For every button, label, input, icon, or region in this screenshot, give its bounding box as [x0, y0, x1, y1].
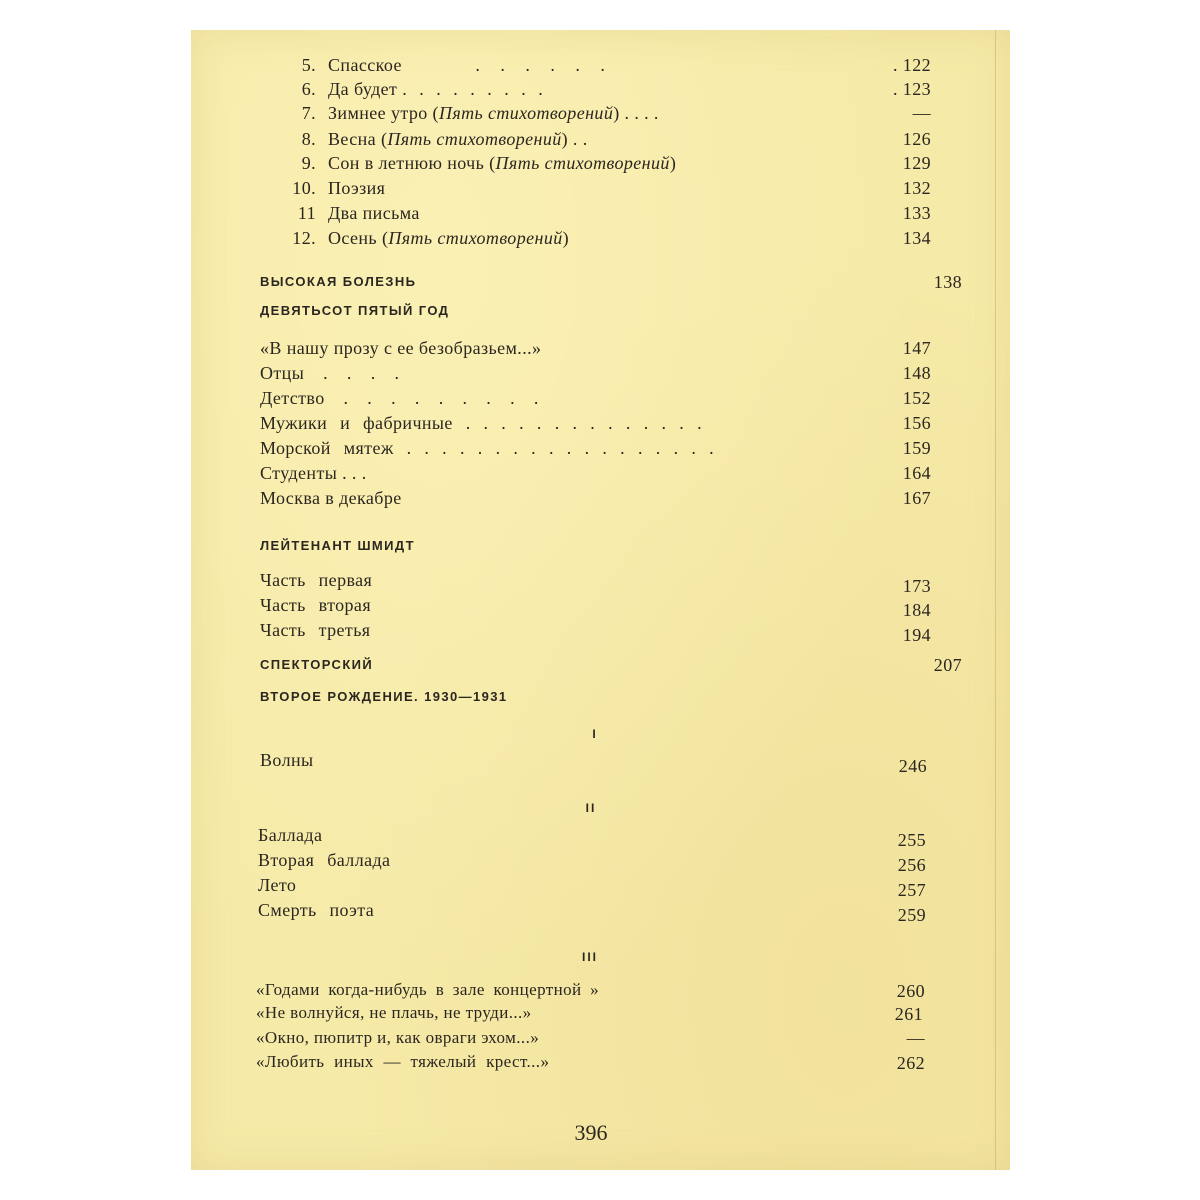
entry-page: 148	[902, 363, 931, 383]
toc-entry	[260, 567, 931, 596]
entry-page: 156	[902, 413, 931, 433]
entry-title: Часть первая	[260, 570, 373, 590]
toc-entry	[260, 747, 927, 776]
entry-title: «Годами когда-нибудь в зале концертной »	[256, 980, 600, 999]
toc-entry	[260, 617, 931, 643]
entry-number: 11	[297, 203, 316, 223]
entry-title-tail: )	[562, 228, 570, 248]
toc-entry	[260, 360, 931, 386]
entry-title-tail: )	[669, 153, 677, 173]
section-heading-label: СПЕКТОРСКИЙ	[260, 657, 374, 672]
entry-title: Отцы . . . .	[260, 363, 400, 383]
toc-entry	[256, 1049, 925, 1075]
entry-page: 257	[897, 880, 926, 900]
entry-title: Смерть поэта	[258, 900, 375, 920]
page-number: 396	[574, 1120, 608, 1145]
toc-entry	[258, 847, 926, 873]
entry-title: Два письма	[328, 203, 420, 223]
toc-entry	[260, 385, 931, 411]
section-heading	[260, 686, 962, 708]
toc-entry	[271, 175, 931, 201]
entry-page: 256	[897, 855, 926, 875]
entry-page: 255	[897, 830, 926, 850]
entry-page: 259	[897, 905, 926, 925]
entry-title: Лето	[258, 875, 297, 895]
entry-page: 260	[896, 981, 925, 1001]
toc-entry	[256, 1000, 923, 1026]
entry-subtitle: Пять стихотворений	[495, 153, 670, 173]
entry-title: Весна (	[328, 129, 388, 149]
entry-title: «Окно, пюпитр и, как овраги эхом...»	[256, 1028, 540, 1047]
entry-page: 167	[902, 488, 931, 508]
toc-entry	[260, 435, 931, 461]
entry-title-tail: ) . .	[561, 129, 588, 149]
entry-number: 9.	[301, 153, 316, 173]
section-heading-label: ЛЕЙТЕНАНТ ШМИДТ	[260, 538, 415, 553]
entry-page: 246	[898, 756, 927, 776]
entry-title: Осень (	[328, 228, 389, 248]
entry-page: 194	[902, 625, 931, 645]
section-heading-label: ДЕВЯТЬСОТ ПЯТЫЙ ГОД	[260, 303, 450, 318]
entry-page: 164	[902, 463, 931, 483]
toc-entry	[260, 592, 931, 618]
entry-page: 159	[902, 438, 931, 458]
entry-title: Спасское	[328, 55, 402, 75]
entry-title: Баллада	[258, 825, 323, 845]
entry-page: 133	[902, 203, 931, 223]
entry-leader-dots: . . . . . . . . .	[402, 79, 547, 99]
entry-title: «Любить иных — тяжелый крест...»	[256, 1052, 550, 1071]
entry-title: Зимнее утро (	[328, 103, 439, 123]
entry-number: 6.	[301, 79, 316, 99]
section-heading-page: 207	[933, 655, 962, 675]
entry-title: «Не волнуйся, не плачь, не труди...»	[256, 1003, 532, 1022]
entry-title: Да будет	[328, 79, 398, 99]
entry-page: 184	[902, 600, 931, 620]
toc-entry	[271, 225, 931, 251]
entry-title: Волны	[260, 750, 314, 770]
entry-title: Мужики и фабричные . . . . . . . . . . . . . .	[260, 413, 703, 433]
toc-entry	[271, 150, 931, 176]
entry-page: 261	[894, 1004, 923, 1024]
toc-entry	[271, 126, 931, 152]
section-heading-label: ВЫСОКАЯ БОЛЕЗНЬ	[260, 274, 417, 289]
entry-subtitle: Пять стихотворений	[438, 103, 614, 123]
entry-number: 5.	[301, 55, 316, 75]
entry-leader-dots: . . . . . .	[475, 55, 613, 75]
entry-page: 132	[902, 178, 931, 198]
part-number: II	[585, 801, 597, 815]
entry-number: 12.	[292, 228, 316, 248]
section-heading	[260, 535, 962, 557]
toc-entry	[260, 460, 931, 486]
toc-entry	[258, 872, 926, 898]
toc-entry	[260, 410, 931, 436]
entry-title: Детство . . . . . . . . .	[260, 388, 539, 408]
entry-page: —	[912, 103, 931, 123]
entry-subtitle: Пять стихотворений	[388, 228, 563, 248]
part-number: I	[592, 727, 598, 741]
entry-title: Вторая баллада	[258, 850, 391, 870]
entry-page: 126	[902, 129, 931, 149]
entry-title-tail: ) . . . .	[613, 103, 659, 123]
section-heading	[260, 654, 962, 676]
entry-title: «В нашу прозу с ее безобразьем...»	[260, 338, 542, 358]
part-number: III	[581, 950, 598, 964]
entry-title: Москва в декабре	[260, 488, 402, 508]
book-page	[191, 30, 1010, 1170]
entry-number: 7.	[301, 103, 316, 123]
entry-title: Студенты . . .	[260, 463, 367, 483]
entry-number: 8.	[301, 129, 316, 149]
entry-page: —	[906, 1028, 925, 1048]
section-heading	[260, 271, 962, 293]
entry-page: . 122	[893, 55, 931, 75]
toc-entry	[271, 76, 931, 102]
entry-page: 147	[902, 338, 931, 358]
entry-page: 173	[902, 576, 931, 596]
entry-page: 134	[902, 228, 931, 248]
toc-entry	[271, 200, 931, 226]
section-heading-page: 138	[933, 272, 962, 292]
toc-entry	[258, 897, 926, 923]
entry-page: 129	[902, 153, 931, 173]
toc-entry	[271, 52, 931, 78]
section-heading-label: ВТОРОЕ РОЖДЕНИЕ. 1930—1931	[260, 689, 508, 704]
toc-entry	[256, 1025, 925, 1051]
toc-entry	[271, 100, 931, 126]
entry-page: 262	[896, 1053, 925, 1073]
toc-entry	[258, 822, 926, 848]
toc-entry	[260, 335, 931, 361]
entry-title: Сон в летнюю ночь (	[328, 153, 496, 173]
entry-page: . 123	[893, 79, 931, 99]
toc-entry	[260, 485, 931, 511]
entry-page: 152	[902, 388, 931, 408]
section-heading	[260, 300, 962, 322]
entry-title: Часть вторая	[260, 595, 372, 615]
entry-title: Морской мятеж . . . . . . . . . . . . . . . . . .	[260, 438, 715, 458]
entry-subtitle: Пять стихотворений	[387, 129, 562, 149]
entry-title: Поэзия	[328, 178, 386, 198]
entry-title: Часть третья	[260, 620, 371, 640]
entry-number: 10.	[292, 178, 316, 198]
